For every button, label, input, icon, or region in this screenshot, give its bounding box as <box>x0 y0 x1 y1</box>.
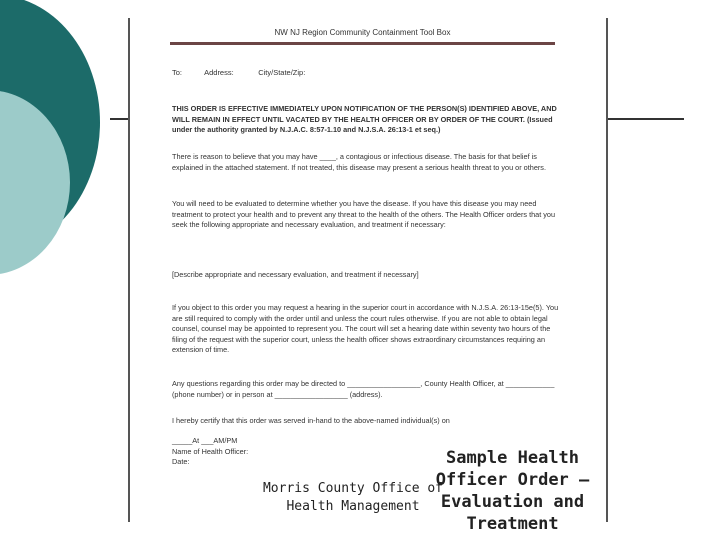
date-line: Date: <box>172 457 190 466</box>
hearing-paragraph: If you object to this order you may request a hearing in the superior court in accordance with N.J.S.A. 26:13-15e(5). You are still required to comply with the order until and unless the court rules otherwise. If you are not able to obtain legal counsel, counsel may be appointed to represent you. The court will set a hearing date within seventy two hours of the filing of the request with the superior court, unless the health officer shows extraordinary circumstances requiring an extension of time. <box>172 303 559 354</box>
address-label: Address: <box>204 68 234 77</box>
decorative-rule-left <box>110 118 128 120</box>
document-header: NW NJ Region Community Containment Tool Box <box>274 28 451 37</box>
decorative-rule-right <box>604 118 684 120</box>
header-divider <box>170 42 555 45</box>
city-label: City/State/Zip: <box>258 68 306 77</box>
served-time-line: _____At ___AM/PM <box>172 436 238 445</box>
evaluation-paragraph: You will need to be evaluated to determine whether you have the disease. If you have this disease you may need treatment to protect your health and to prevent any threat to the health of the others. The Health Officer orders that you seek the following appropriate and necessary evaluation, and treatment if necessary: <box>172 199 556 229</box>
describe-placeholder: [Describe appropriate and necessary evaluation, and treatment if necessary] <box>172 270 419 279</box>
address-line <box>172 68 305 77</box>
disease-paragraph: There is reason to believe that you may have ____, a contagious or infectious disease. The basis for that belief is explained in the attached statement. If not treated, this disease may present a serious health threat to you or others. <box>172 152 546 172</box>
slide-caption: Sample Health Officer Order – Evaluation and Treatment <box>435 448 590 534</box>
certify-paragraph: I hereby certify that this order was served in-hand to the above-named individual(s) on <box>172 416 450 425</box>
order-effective-paragraph: THIS ORDER IS EFFECTIVE IMMEDIATELY UPON NOTIFICATION OF THE PERSON(S) IDENTIFIED ABOVE, AND WILL REMAIN IN EFFECT UNTIL VACATED BY THE HEALTH OFFICER OR BY ORDER OF THE COURT. (Issued under the authority granted by N.J.A.C. 8:57-1.10 and N.J.S.A. 26:13-1 et seq.) <box>172 104 557 134</box>
to-label: To: <box>172 68 183 77</box>
source-credit: Morris County Office of Health Management <box>262 481 443 514</box>
questions-paragraph: Any questions regarding this order may be directed to __________________, County Health Officer, at ____________ (phone number) or in person at __________________ (address). <box>172 379 555 399</box>
signature-block <box>172 436 248 468</box>
health-officer-name-line: Name of Health Officer: <box>172 446 249 456</box>
